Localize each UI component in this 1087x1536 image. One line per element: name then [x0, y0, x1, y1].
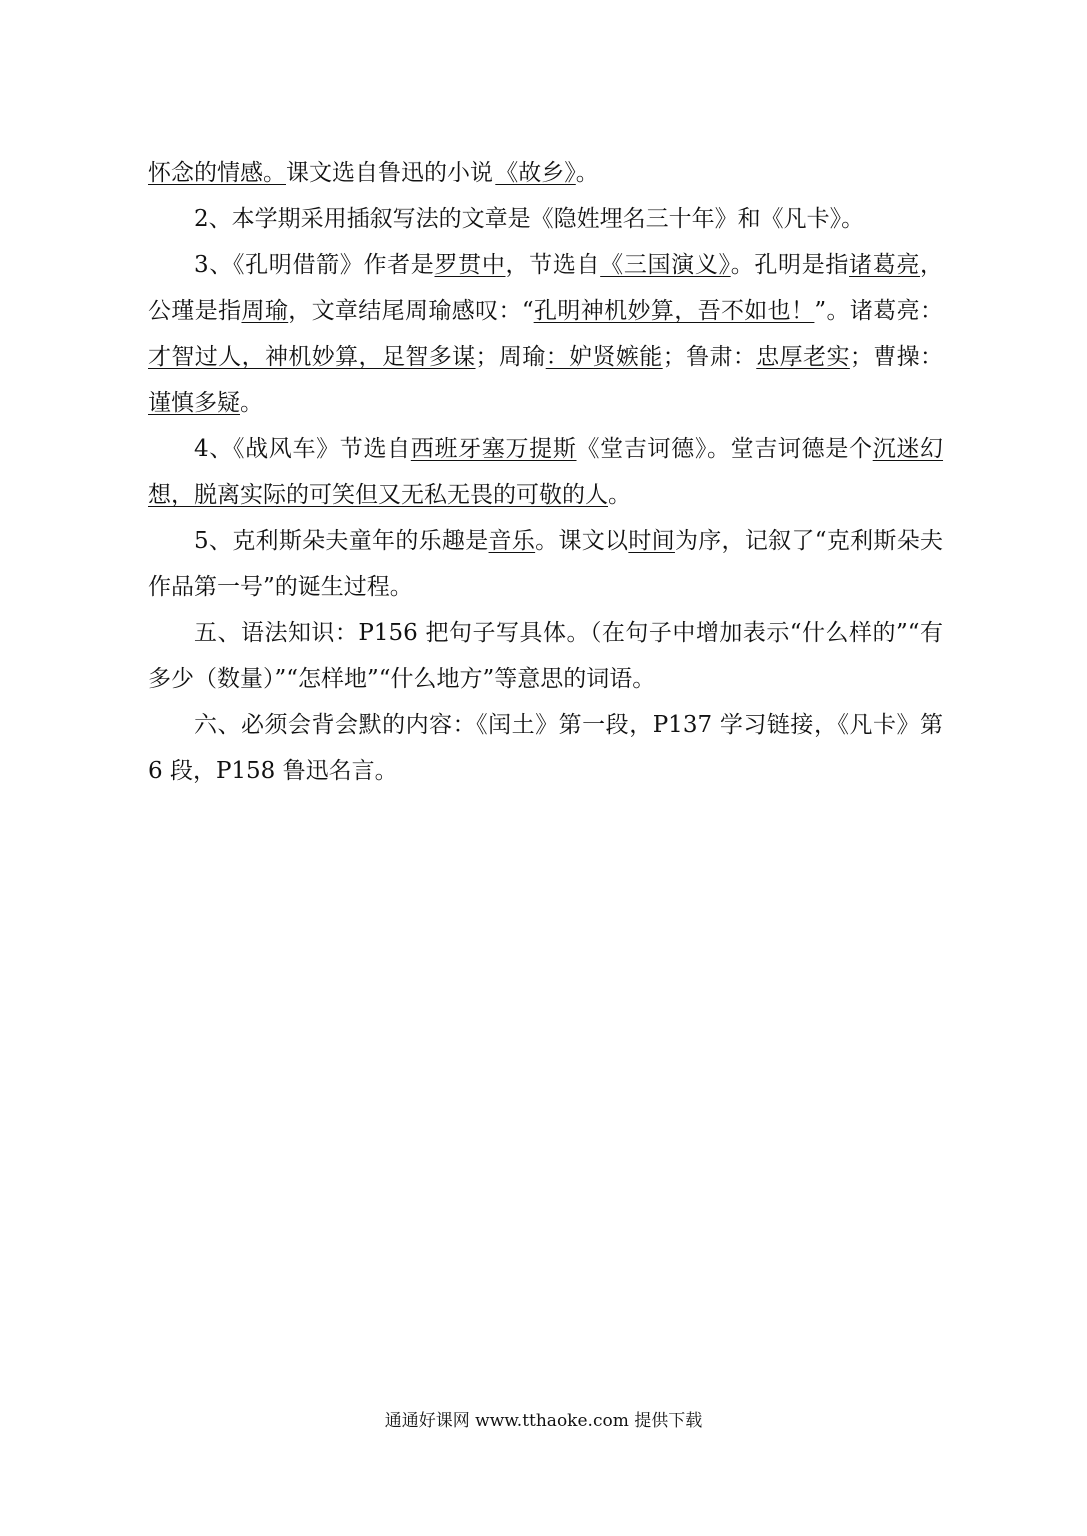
text-segment: ，文章结尾周瑜感叹：“	[288, 298, 534, 324]
page-footer: 通通好课网 www.tthaoke.com 提供下载	[384, 1411, 703, 1431]
text-segment: 。	[608, 482, 631, 508]
paragraph-item-4	[148, 426, 943, 518]
paragraph-item-2	[148, 196, 943, 242]
text-segment: 《堂吉诃德》。堂吉诃德是个	[576, 436, 873, 462]
text-segment: 音乐	[488, 528, 536, 554]
text-segment: 为序，记叙了“克利斯朵夫作品第一号”的诞生过程。	[148, 528, 944, 600]
text-segment: ，节选自	[505, 252, 601, 278]
text-segment: 5、克利斯朵夫童年的乐趣是	[194, 528, 489, 554]
text-segment: 周瑜	[241, 298, 289, 324]
text-segment: 忠厚老实	[756, 344, 850, 370]
text-segment: ，公瑾是指	[148, 252, 944, 324]
text-segment: 罗贯中	[434, 252, 506, 278]
text-segment: ；曹操：	[849, 344, 944, 370]
text-segment: 《三国演义》	[600, 252, 731, 278]
document-body	[148, 150, 943, 794]
paragraph-item-3	[148, 242, 943, 426]
text-segment: ”。诸葛亮：	[814, 298, 944, 324]
text-segment: 才智过人，神机妙算，足智多谋	[148, 344, 476, 370]
text-segment: 沉迷幻想，脱离实际的可笑但又无私无畏的可敬的人	[148, 436, 944, 508]
text-segment: 。	[575, 160, 599, 186]
text-segment: 谨慎多疑	[148, 390, 240, 416]
text-segment: 《故乡》	[495, 160, 576, 186]
paragraph-section-5-grammar	[148, 610, 943, 702]
text-segment: 六、必须会背会默的内容：《闰土》第一段，P137 学习链接，《凡卡》第 6 段，P158 鲁迅名言。	[148, 712, 943, 784]
paragraph-1-continuation	[148, 150, 943, 196]
text-segment: 课文选自鲁迅的小说	[286, 160, 493, 186]
text-segment: 3、《孔明借箭》作者是	[194, 252, 435, 278]
text-segment: 怀念的情感。	[148, 160, 286, 186]
text-segment: 。孔明是指	[730, 252, 850, 278]
text-segment: 时间	[628, 528, 675, 554]
text-segment: 孔明神机妙算，吾不如也！	[533, 298, 815, 324]
text-segment: 4、《战风车》节选自	[194, 436, 411, 462]
text-segment: 。课文以	[535, 528, 629, 554]
text-segment: ；鲁肃：	[662, 344, 757, 370]
text-segment: ：妒贤嫉能	[545, 344, 663, 370]
text-segment: 2、本学期采用插叙写法的文章是《隐姓埋名三十年》和《凡卡》。	[194, 206, 865, 232]
paragraph-item-5	[148, 518, 943, 610]
text-segment: 。	[240, 390, 263, 416]
text-segment: 诸葛亮	[849, 252, 921, 278]
text-segment: ；周瑜	[475, 344, 546, 370]
text-segment: 五、语法知识：P156 把句子写具体。（在句子中增加表示“什么样的”“有多少（数量）”“怎样地”“什么地方”等意思的词语。	[148, 620, 943, 692]
paragraph-section-6-recitation	[148, 702, 943, 794]
text-segment: 西班牙塞万提斯	[410, 436, 577, 462]
